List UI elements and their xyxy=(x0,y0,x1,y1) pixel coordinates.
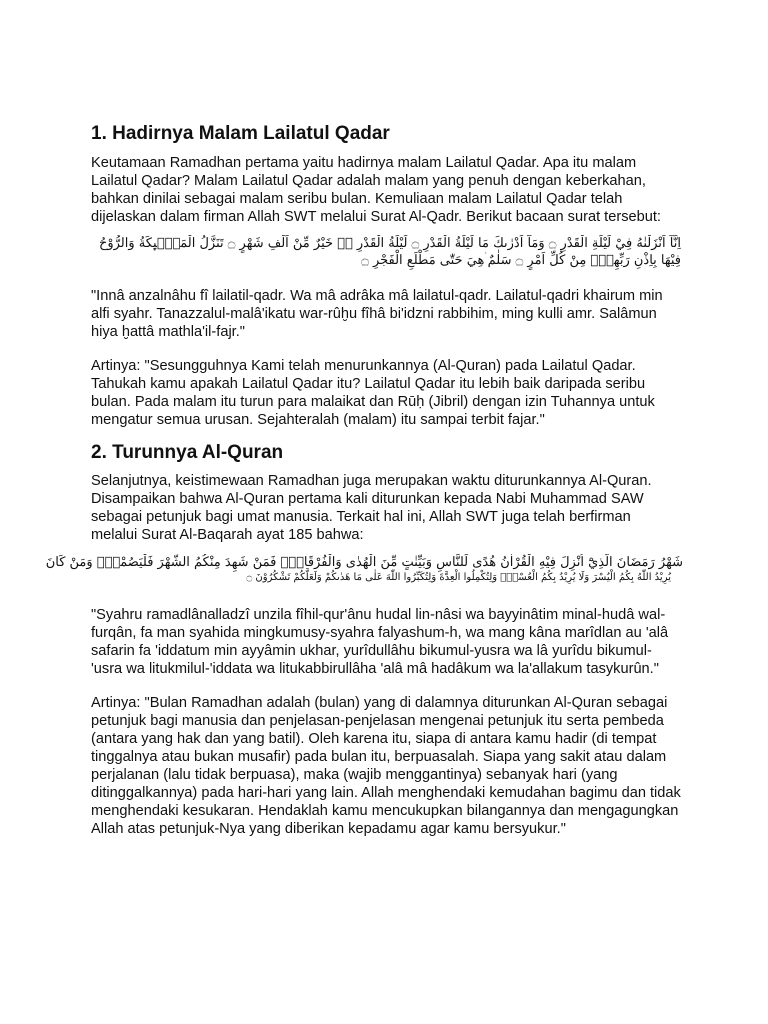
section-2-intro: Selanjutnya, keistimewaan Ramadhan juga merupakan waktu diturunkannya Al-Quran. Disampaikan bahwa Al-Quran pertama kali diturunkan kepada Nabi Muhammad SAW sebagai petunjuk bagi umat manusia. Terkait hal ini, Allah SWT juga telah berfirman melalui Surat Al-Baqarah ayat 185 bahwa: xyxy=(91,473,652,543)
section-1-transliteration: "Innâ anzalnâhu fî lailatil-qadr. Wa mâ adrâka mâ lailatul-qadr. Lailatul-qadri khairum min alfi syahr. Tanazzalul-malâ'ikatu war-rûḫu fîhâ bi'idzni rabbihim, ming kulli amr. Salâmun hiya ḫattâ mathla'il-fajr." xyxy=(91,288,663,340)
section-2-heading: 2. Turunnya Al-Quran xyxy=(91,442,284,463)
section-2-transliteration: "Syahru ramadlânalladzî unzila fîhil-qur'ânu hudal lin-nâsi wa bayyinâtim minal-hudâ wal-furqân, fa man syahida mingkumusy-syahra falyashum-h, wa mang kâna marîdlan au 'alâ safarin fa 'iddatum min ayyâmin ukhar, yurîdullâhu bikumul-yusra wa lâ yurîdu bikumul-'usra wa litukmilul-'iddata wa litukabbirullâha 'alâ mâ hadâkum wa la'allakum tasykurûn." xyxy=(91,607,669,677)
section-2-translation: Artinya: "Bulan Ramadhan adalah (bulan) yang di dalamnya diturunkan Al-Quran sebagai petunjuk bagi manusia dan penjelasan-penjelasan mengenai petunjuk itu serta pembeda (antara yang hak dan yang batil). Oleh karena itu, siapa di antara kamu hadir (di tempat tinggalnya atau bukan musafir) pada bulan itu, berpuasalah. Siapa yang sakit atau dalam perjalanan (lalu tidak berpuasa), maka (wajib menggantinya) sebanyak hari (yang ditinggalkannya) pada hari-hari yang lain. Allah menghendaki kemudahan bagimu dan tidak menghendaki kesukaran. Hendaklah kamu mencukupkan bilangannya dan mengagungkan Allah atas petunjuk-Nya yang diberikan kepadamu agar kamu bersyukur." xyxy=(91,695,681,837)
section-1-intro: Keutamaan Ramadhan pertama yaitu hadirnya malam Lailatul Qadar. Apa itu malam Lailatul Qadar? Malam Lailatul Qadar adalah malam yang penuh dengan keberkahan, bahkan dinilai sebagai malam seribu bulan. Kemuliaan malam Lailatul Qadar telah dijelaskan dalam firman Allah SWT melalui Surat Al-Qadr. Berikut bacaan surat tersebut: xyxy=(91,155,661,225)
section-2-arabic-text: شَهْرُ رَمَضَانَ الَّذِيْٓ اُنْزِلَ فِيْهِ الْقُرْاٰنُ هُدًى لِّلنَّاسِ وَبَيِّنٰتٍ مِّنَ الْهُدٰى وَالْفُرْقَانِۚ فَمَنْ شَهِدَ مِنْكُمُ الشَّهْرَ فَلْيَصُمْهُۗ وَمَنْ كَانَ xyxy=(45,555,683,570)
section-2-arabic-verse xyxy=(0,554,683,592)
section-1-arabic-text: اِنَّآ اَنْزَلْنٰهُ فِيْ لَيْلَةِ الْقَدْرِ ۝ وَمَآ اَدْرٰىكَ مَا لَيْلَةُ الْقَدْرِ ۝ لَيْلَةُ الْقَدْرِ ەۙ خَيْرٌ مِّنْ اَلْفِ شَهْرٍ ۝ تَنَزَّلُ الْمَلٰۤىِٕكَةُ وَالرُّوْحُ فِيْهَا بِاِذْنِ رَبِّهِمْۚ مِنْ كُلِّ اَمْرٍ ۝ سَلٰمٌ ۛهِيَ حَتّٰى مَطْلَعِ الْفَجْرِ ۝ xyxy=(98,236,681,268)
section-2-arabic-small-text: يُرِيْدُ اللّٰهُ بِكُمُ الْيُسْرَ وَلَا يُرِيْدُ بِكُمُ الْعُسْرَۖ وَلِتُكْمِلُوا الْعِدَّةَ وَلِتُكَبِّرُوا اللّٰهَ عَلٰى مَا هَدٰىكُمْ وَلَعَلَّكُمْ تَشْكُرُوْنَ ۝ xyxy=(246,572,671,583)
section-1-arabic-verse xyxy=(91,235,681,271)
document-body xyxy=(45,120,683,838)
section-1-translation: Artinya: "Sesungguhnya Kami telah menurunkannya (Al-Quran) pada Lailatul Qadar. Tahukah kamu apakah Lailatul Qadar itu? Lailatul Qadar itu lebih baik daripada seribu bulan. Pada malam itu turun para malaikat dan Rūḥ (Jibril) dengan izin Tuhannya untuk mengatur semua urusan. Sejahteralah (malam) itu sampai terbit fajar." xyxy=(91,358,655,428)
section-1-heading: 1. Hadirnya Malam Lailatul Qadar xyxy=(91,123,390,144)
